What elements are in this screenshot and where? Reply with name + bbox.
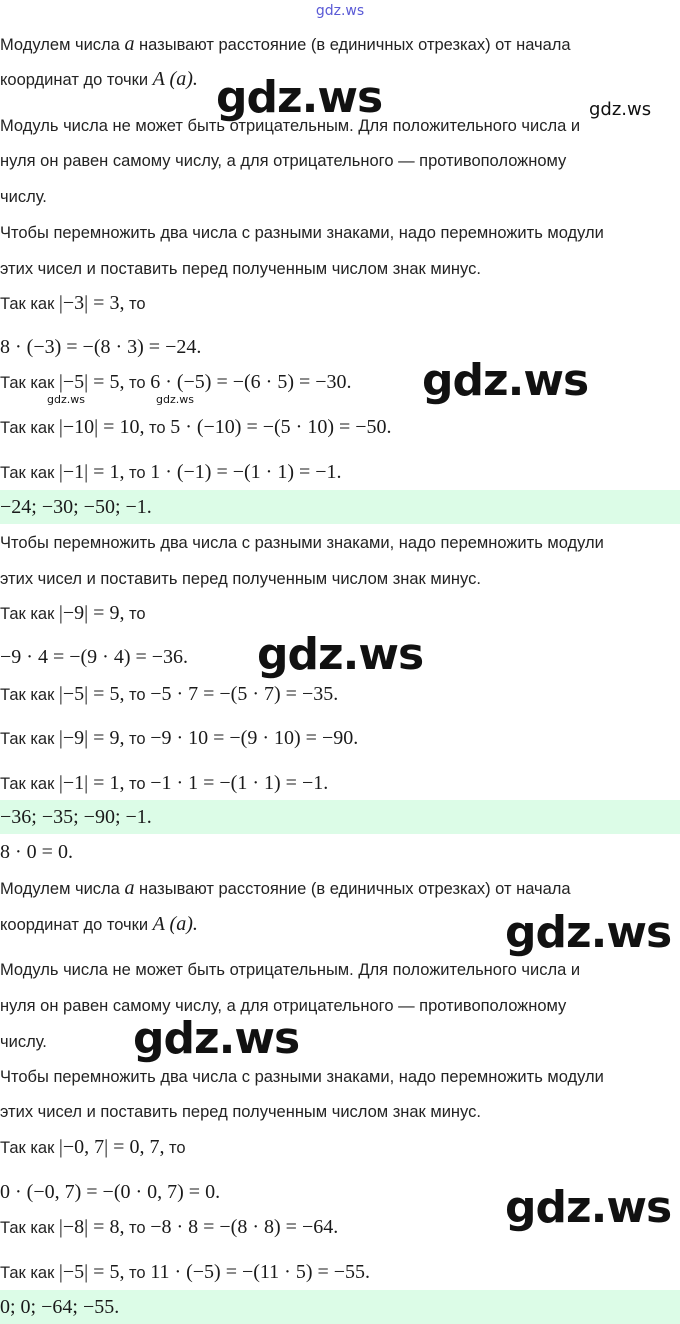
- math-expression: |−5| = 5,: [58, 371, 125, 393]
- text-span: то: [124, 686, 151, 704]
- math-expression: 5 · (−10) = −(5 · 10) = −50.: [170, 416, 392, 438]
- math-expression: |−3| = 3,: [58, 292, 125, 314]
- text-span: то: [124, 605, 146, 623]
- math-expression: |−5| = 5,: [58, 683, 125, 705]
- definition-line-2: [0, 68, 198, 91]
- gdz-watermark: gdz.ws: [589, 99, 652, 120]
- math-expression: −5 · 7 = −(5 · 7) = −35.: [150, 683, 339, 705]
- solution-line: [0, 1181, 220, 1204]
- solution-line: [0, 727, 358, 750]
- gdz-watermark: gdz.ws: [133, 1013, 300, 1064]
- rule-line-2: этих чисел и поставить перед полученным числом знак минус.: [0, 1103, 481, 1121]
- math-expression: |−1| = 1,: [58, 461, 125, 483]
- gdz-watermark: gdz.ws: [47, 393, 85, 406]
- math-expression: 1 · (−1) = −(1 · 1) = −1.: [150, 461, 342, 483]
- solution-line: [0, 683, 338, 706]
- math-expression: 0 · (−0, 7) = −(0 · 0, 7) = 0.: [0, 1181, 221, 1203]
- property-line-1: Модуль числа не может быть отрицательным. Для положительного числа и: [0, 961, 581, 979]
- math-expression: −8 · 8 = −(8 · 8) = −64.: [150, 1216, 339, 1238]
- variable-a: a: [124, 33, 135, 55]
- solution-line: [0, 336, 201, 359]
- definition-line-1: [0, 877, 571, 900]
- gdz-watermark: gdz.ws: [505, 1182, 672, 1233]
- answer-text: −24; −30; −50; −1.: [0, 496, 152, 518]
- definition-line-2: [0, 913, 198, 936]
- text-span: то: [124, 730, 151, 748]
- math-expression: −1 · 1 = −(1 · 1) = −1.: [150, 772, 329, 794]
- property-line-3: числу.: [0, 188, 47, 206]
- answer-box: [0, 800, 680, 834]
- solution-line: [0, 461, 342, 484]
- text-span: Так как: [0, 1264, 59, 1282]
- math-expression: 11 · (−5) = −(11 · 5) = −55.: [150, 1261, 371, 1283]
- math-expression: |−1| = 1,: [58, 772, 125, 794]
- property-line-3: числу.: [0, 1033, 47, 1051]
- answer-text: −36; −35; −90; −1.: [0, 806, 152, 828]
- text-span: то: [124, 1264, 151, 1282]
- rule-line-2: этих чисел и поставить перед полученным числом знак минус.: [0, 260, 481, 278]
- solution-line: [0, 371, 352, 394]
- math-expression: |−10| = 10,: [58, 416, 145, 438]
- text-span: Так как: [0, 374, 59, 392]
- solution-line: [0, 646, 188, 669]
- solution-line: [0, 292, 146, 315]
- gdz-watermark: gdz.ws: [422, 355, 589, 406]
- text-span: то: [144, 419, 171, 437]
- definition-text: называют расстояние (в единичных отрезках) от начала: [134, 36, 571, 54]
- math-expression: |−9| = 9,: [58, 727, 125, 749]
- answer-box: [0, 490, 680, 524]
- definition-text: Модулем числа: [0, 880, 125, 898]
- point-notation: A (a).: [152, 68, 198, 90]
- math-expression: 8 · (−3) = −(8 · 3) = −24.: [0, 336, 202, 358]
- math-expression: |−5| = 5,: [58, 1261, 125, 1283]
- gdz-watermark: gdz.ws: [257, 629, 424, 680]
- definition-text: координат до точки: [0, 916, 153, 934]
- text-span: Так как: [0, 605, 59, 623]
- point-notation: A (a).: [152, 913, 198, 935]
- text-span: то: [124, 374, 151, 392]
- definition-text: координат до точки: [0, 71, 153, 89]
- solution-line: [0, 416, 392, 439]
- rule-line-1: Чтобы перемножить два числа с разными знаками, надо перемножить модули: [0, 224, 604, 242]
- gdz-watermark: gdz.ws: [156, 393, 194, 406]
- solution-line: [0, 1261, 370, 1284]
- text-span: Так как: [0, 295, 59, 313]
- rule-line-1: Чтобы перемножить два числа с разными знаками, надо перемножить модули: [0, 1068, 604, 1086]
- answer-box: [0, 1290, 680, 1324]
- text-span: Так как: [0, 1139, 59, 1157]
- math-expression: |−0, 7| = 0, 7,: [58, 1136, 165, 1158]
- text-span: Так как: [0, 419, 59, 437]
- solution-line: [0, 772, 328, 795]
- math-expression: |−9| = 9,: [58, 602, 125, 624]
- math-expression: |−8| = 8,: [58, 1216, 125, 1238]
- site-watermark-top: gdz.ws: [315, 3, 365, 19]
- text-span: Так как: [0, 1219, 59, 1237]
- property-line-2: нуля он равен самому числу, а для отрицательного — противоположному: [0, 997, 567, 1015]
- gdz-watermark: gdz.ws: [216, 72, 383, 123]
- math-expression: −9 · 10 = −(9 · 10) = −90.: [150, 727, 359, 749]
- text-span: Так как: [0, 775, 59, 793]
- rule-line-2: этих чисел и поставить перед полученным числом знак минус.: [0, 570, 481, 588]
- definition-line-1: [0, 33, 571, 56]
- text-span: то: [124, 295, 146, 313]
- math-expression: 6 · (−5) = −(6 · 5) = −30.: [150, 371, 352, 393]
- text-span: то: [124, 464, 151, 482]
- math-expression: 8 · 0 = 0.: [0, 841, 73, 863]
- math-expression: −9 · 4 = −(9 · 4) = −36.: [0, 646, 189, 668]
- definition-text: Модулем числа: [0, 36, 125, 54]
- text-span: то: [124, 1219, 151, 1237]
- text-span: то: [124, 775, 151, 793]
- property-line-2: нуля он равен самому числу, а для отрицательного — противоположному: [0, 152, 567, 170]
- text-span: Так как: [0, 730, 59, 748]
- definition-text: называют расстояние (в единичных отрезках) от начала: [134, 880, 571, 898]
- solution-line: [0, 1216, 338, 1239]
- text-span: то: [164, 1139, 186, 1157]
- property-line-1: Модуль числа не может быть отрицательным. Для положительного числа и: [0, 117, 581, 135]
- text-span: Так как: [0, 686, 59, 704]
- solution-line: [0, 841, 73, 864]
- answer-text: 0; 0; −64; −55.: [0, 1296, 120, 1318]
- solution-line: [0, 602, 146, 625]
- solution-line: [0, 1136, 186, 1159]
- text-span: Так как: [0, 464, 59, 482]
- variable-a: a: [124, 877, 135, 899]
- rule-line-1: Чтобы перемножить два числа с разными знаками, надо перемножить модули: [0, 534, 604, 552]
- gdz-watermark: gdz.ws: [505, 907, 672, 958]
